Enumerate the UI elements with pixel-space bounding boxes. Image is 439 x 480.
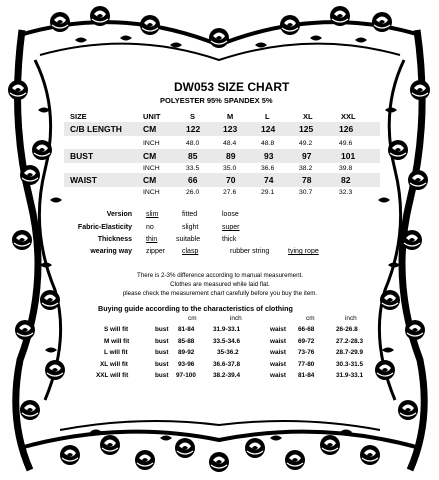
guide-row-part: bust [155, 372, 169, 379]
guide-row-part: bust [155, 349, 169, 356]
table-cell: 78 [302, 175, 312, 185]
guide-unit-header: inch [345, 315, 357, 322]
guide-row-part: waist [270, 349, 286, 356]
table-cell: 39.8 [339, 165, 353, 172]
guide-row-cm: 81-84 [298, 372, 315, 379]
table-cell: 74 [264, 175, 274, 185]
note-line: There is 2-3% difference according to manual measurement. [136, 272, 303, 279]
guide-row-cm: 97-100 [176, 372, 196, 379]
guide-row-inch: 36.6-37.8 [213, 361, 241, 368]
table-cell: 123 [223, 124, 238, 134]
table-cell: 48.4 [223, 140, 237, 147]
unit-cm: CM [143, 175, 157, 185]
property-option: zipper [146, 248, 166, 255]
header-l: L [265, 112, 270, 121]
property-option: slight [182, 224, 199, 231]
guide-row-cm: 73-76 [298, 349, 315, 356]
header-xl: XL [303, 112, 313, 121]
guide-row-inch: 35-36.2 [217, 349, 239, 356]
guide-row-size: XL will fit [100, 361, 128, 368]
table-cell: 122 [186, 124, 201, 134]
property-option: rubber string [230, 248, 270, 255]
table-cell: 27.6 [223, 189, 237, 196]
row-band [64, 149, 380, 163]
table-cell: 126 [339, 124, 354, 134]
guide-row-part: bust [155, 326, 169, 333]
table-cell: 82 [341, 175, 351, 185]
guide-row-part: bust [155, 338, 169, 345]
guide-row-cm: 93-96 [178, 361, 195, 368]
guide-unit-header: cm [306, 315, 315, 322]
guide-row-cm: 66-68 [298, 326, 315, 333]
guide-row-cm: 89-92 [178, 349, 195, 356]
guide-row-inch: 38.2-39.4 [213, 372, 241, 379]
property-label-wearing-way: wearing way [90, 248, 132, 255]
note-line: Clothes are measured while laid flat. [170, 281, 270, 288]
property-option: slim [146, 211, 159, 218]
table-cell: 49.2 [299, 140, 313, 147]
material-label: POLYESTER 95% SPANDEX 5% [160, 96, 273, 105]
guide-row-inch: 31.9-33.1 [213, 326, 241, 333]
row-label-cb-length: C/B LENGTH [70, 124, 122, 134]
unit-inch: INCH [143, 189, 160, 196]
guide-unit-header: cm [188, 315, 197, 322]
guide-row-cm: 85-88 [178, 338, 195, 345]
table-cell: 49.6 [339, 140, 353, 147]
unit-inch: INCH [143, 165, 160, 172]
table-cell: 32.3 [339, 189, 353, 196]
guide-row-inch: 27.2-28.3 [336, 338, 364, 345]
property-option: tying rope [288, 248, 319, 255]
guide-row-cm: 81-84 [178, 326, 195, 333]
property-option: thick [222, 236, 237, 243]
table-cell: 125 [299, 124, 314, 134]
table-cell: 35.0 [223, 165, 237, 172]
table-cell: 124 [261, 124, 276, 134]
table-cell: 48.8 [261, 140, 275, 147]
guide-row-part: bust [155, 361, 169, 368]
table-cell: 30.7 [299, 189, 313, 196]
header-size: SIZE [70, 112, 87, 121]
table-cell: 29.1 [261, 189, 275, 196]
guide-row-part: waist [270, 338, 286, 345]
property-label-thickness: Thickness [97, 236, 132, 243]
row-label-waist: WAIST [70, 175, 97, 185]
guide-row-size: XXL will fit [96, 372, 129, 379]
property-option: no [146, 224, 154, 231]
table-cell: 66 [188, 175, 198, 185]
guide-row-inch: 31.9-33.1 [336, 372, 364, 379]
property-option: thin [146, 236, 158, 243]
table-cell: 70 [226, 175, 236, 185]
property-option: fitted [182, 211, 198, 218]
guide-row-part: waist [270, 372, 286, 379]
property-option: loose [222, 211, 239, 218]
guide-unit-header: inch [230, 315, 242, 322]
unit-cm: CM [143, 151, 157, 161]
property-label-version: Version [106, 211, 132, 218]
header-s: S [190, 112, 196, 121]
table-cell: 89 [226, 151, 236, 161]
table-cell: 36.6 [261, 165, 275, 172]
guide-row-inch: 26-26.8 [336, 326, 358, 333]
table-cell: 33.5 [186, 165, 200, 172]
guide-row-inch: 33.5-34.6 [213, 338, 241, 345]
guide-row-inch: 28.7-29.9 [336, 349, 364, 356]
guide-row-part: waist [270, 326, 286, 333]
table-cell: 97 [302, 151, 312, 161]
header-m: M [227, 112, 234, 121]
table-cell: 38.2 [299, 165, 313, 172]
guide-title: Buying guide according to the characteristics of clothing [98, 304, 293, 313]
header-xxl: XXL [341, 112, 356, 121]
property-option: suitable [176, 236, 201, 243]
guide-row-inch: 30.3-31.5 [336, 361, 364, 368]
unit-cm: CM [143, 124, 157, 134]
note-line: please check the measurement chart carefully before you buy the item. [122, 290, 318, 297]
guide-row-cm: 77-80 [298, 361, 315, 368]
guide-row-size: L will fit [104, 349, 128, 356]
property-option: super [222, 224, 240, 231]
unit-inch: INCH [143, 140, 160, 147]
header-unit: UNIT [143, 112, 161, 121]
row-label-bust: BUST [70, 151, 94, 161]
table-cell: 48.0 [186, 140, 200, 147]
property-option: clasp [182, 248, 199, 255]
table-cell: 93 [264, 151, 274, 161]
table-cell: 26.0 [186, 189, 200, 196]
guide-row-size: S will fit [104, 326, 129, 333]
row-band [64, 173, 380, 187]
table-cell: 85 [188, 151, 198, 161]
guide-row-size: M will fit [104, 338, 130, 345]
table-cell: 101 [341, 151, 356, 161]
guide-row-cm: 69-72 [298, 338, 315, 345]
chart-title: DW053 SIZE CHART [174, 80, 290, 94]
property-label-elasticity: Fabric-Elasticity [77, 224, 132, 231]
guide-row-part: waist [270, 361, 286, 368]
